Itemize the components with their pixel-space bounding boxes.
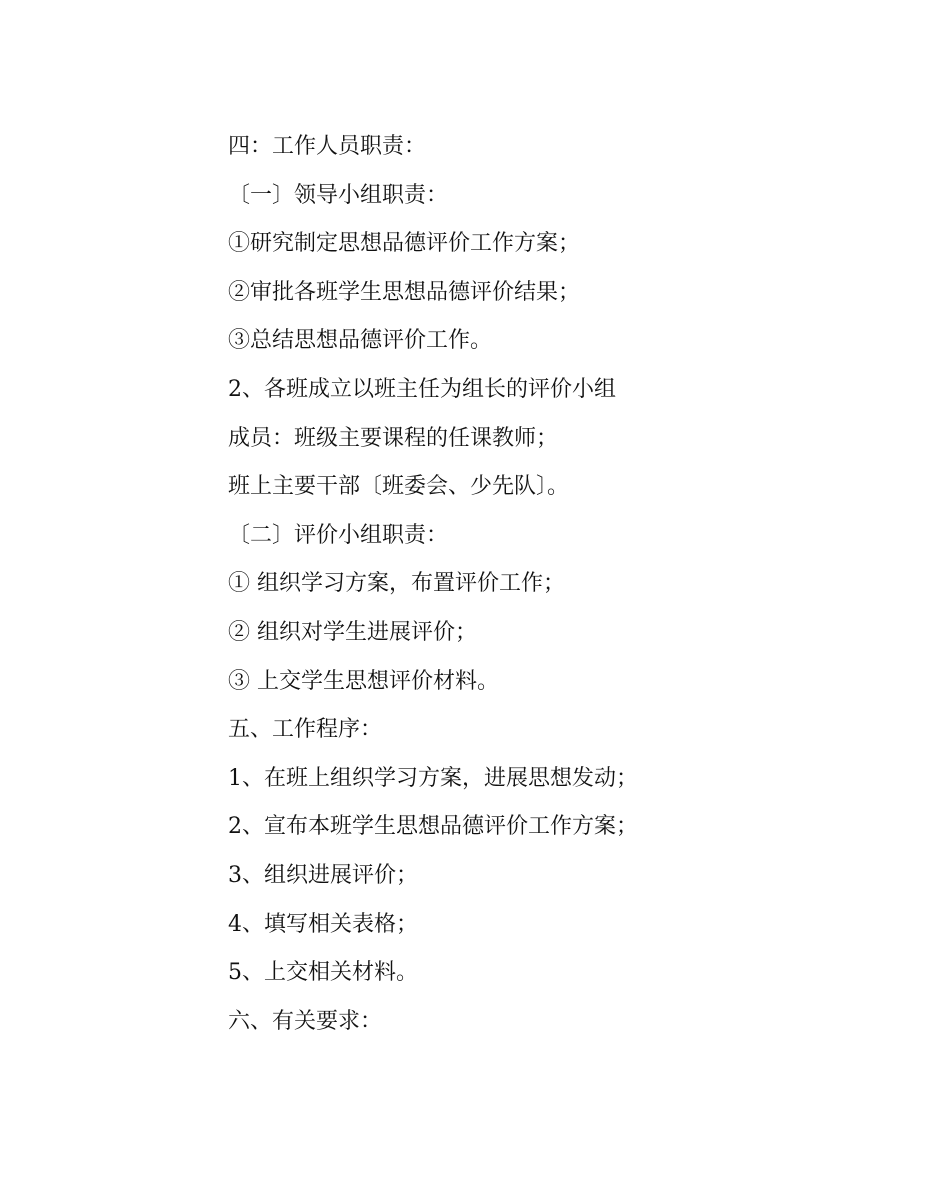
list-item: 3、组织进展评价； [228, 862, 418, 888]
section-heading-five: 五、工作程序： [228, 717, 383, 743]
paragraph-line: 成员：班级主要课程的任课教师； [228, 425, 559, 451]
paragraph-line: 2、各班成立以班主任为组长的评价小组 [228, 376, 616, 402]
subsection-heading-evaluation: 〔二〕评价小组职责： [228, 522, 449, 548]
paragraph-line: 班上主要干部〔班委会、少先队〕。 [228, 474, 570, 500]
list-item: 1、在班上组织学习方案，进展思想发动； [228, 765, 638, 791]
list-item: ① 组织学习方案，布置评价工作； [228, 571, 565, 597]
section-heading-six: 六、有关要求： [228, 1008, 383, 1034]
list-item: 5、上交相关材料。 [228, 960, 418, 986]
list-item: ③ 上交学生思想评价材料。 [228, 668, 499, 694]
section-heading-four: 四：工作人员职责： [228, 134, 427, 159]
list-item: 2、宣布本班学生思想品德评价工作方案； [228, 814, 638, 840]
list-item: ①研究制定思想品德评价工作方案； [228, 231, 581, 257]
list-item: ② 组织对学生进展评价； [228, 619, 477, 645]
list-item: ②审批各班学生思想品德评价结果； [228, 279, 581, 305]
list-item: 4、填写相关表格； [228, 911, 418, 937]
list-item: ③总结思想品德评价工作。 [228, 328, 493, 354]
subsection-heading-leadership: 〔一〕领导小组职责： [228, 182, 449, 208]
document-body [228, 128, 868, 1051]
